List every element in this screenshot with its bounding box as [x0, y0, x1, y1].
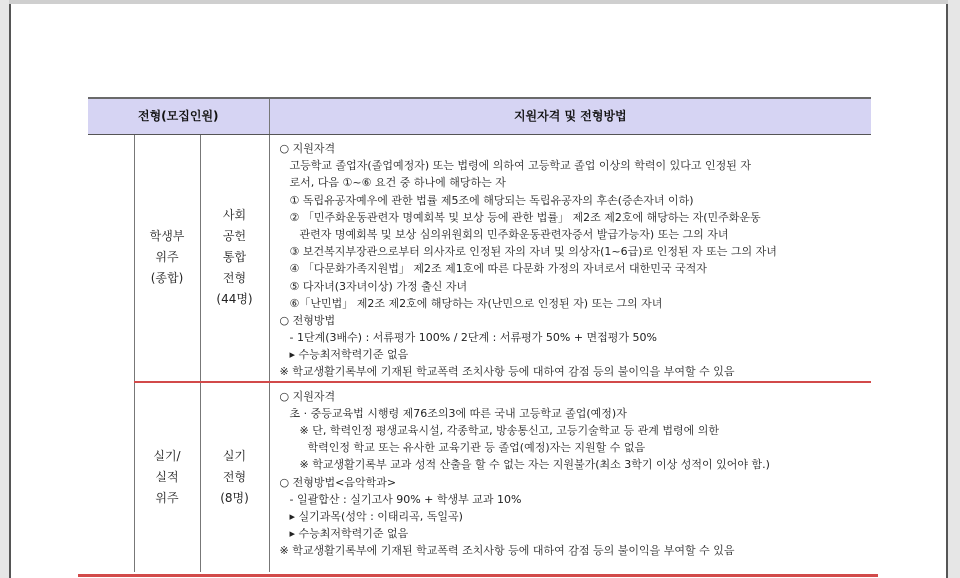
blank-cell: [88, 382, 134, 572]
track-line: 전형: [222, 271, 247, 286]
track-cell: [200, 382, 269, 572]
description-line: 학력인정 학교 또는 유사한 교육기관 등 졸업(예정)자는 지원할 수 없음: [307, 441, 646, 455]
category-line: 위주: [155, 490, 179, 505]
admission-table: [88, 97, 871, 572]
header-eligibility-method: 지원자격 및 전형방법: [269, 98, 871, 135]
track-line: 공헌: [222, 229, 247, 244]
description-line: 로서, 다음 ①~⑥ 요건 중 하나에 해당하는 자: [289, 176, 506, 190]
track-line: 사회: [222, 208, 247, 223]
category-line: (종합): [150, 271, 184, 286]
description-cell: [269, 382, 871, 572]
track-line: 실기: [222, 448, 247, 463]
description-line: 초 · 중등교육법 시행령 제76조의3에 따른 국내 고등학교 졸업(예정)자: [289, 406, 627, 420]
table-header-row: [88, 98, 871, 135]
description-line: ○ 전형방법: [279, 313, 336, 327]
description-line: ▸ 수능최저학력기준 없음: [289, 348, 409, 362]
blank-cell: [88, 135, 134, 382]
header-track-quota: 전형(모집인원): [88, 98, 269, 135]
description-line: - 1단계(3배수) : 서류평가 100% / 2단계 : 서류평가 50% + 면접평가 50%: [289, 331, 657, 345]
description-line: ※ 학교생활기록부 교과 성적 산출을 할 수 없는 자는 지원불가(최소 3학기 이상 성적이 있어야 함.): [299, 458, 770, 472]
description-line: ※ 학교생활기록부에 기재된 학교폭력 조치사항 등에 대하여 감점 등의 불이익을 부여할 수 있음: [279, 365, 735, 379]
description-line: ※ 학교생활기록부에 기재된 학교폭력 조치사항 등에 대하여 감점 등의 불이익을 부여할 수 있음: [279, 544, 735, 558]
track-cell: [200, 135, 269, 382]
track-line: (44명): [216, 292, 253, 307]
description-line: - 일괄합산 : 실기고사 90% + 학생부 교과 10%: [289, 492, 522, 506]
description-line: ○ 지원자격: [279, 389, 336, 403]
category-cell: [134, 382, 200, 572]
description-line: ○ 지원자격: [279, 142, 336, 155]
description-line: 고등학교 졸업자(졸업예정자) 또는 법령에 의하여 고등학교 졸업 이상의 학력이 있다고 인정된 자: [289, 159, 751, 173]
track-line: 통합: [222, 250, 247, 265]
category-line: 위주: [155, 250, 179, 265]
description-line: 관련자 명예회복 및 보상 심의위원회의 민주화운동관련자증서 발급가능자) 또는 그의 자녀: [299, 227, 729, 241]
description-line: ▸ 실기과목(성악 : 이태리곡, 독일곡): [289, 509, 463, 523]
category-line: 실기/: [153, 448, 181, 463]
description-line: ⑥「난민법」 제2조 제2호에 해당하는 자(난민으로 인정된 자) 또는 그의 자녀: [289, 296, 663, 310]
description-line: ② 「민주화운동관련자 명예회복 및 보상 등에 관한 법률」 제2조 제2호에 해당하는 자(민주화운동: [289, 210, 761, 224]
description-line: ※ 단, 학력인정 평생교육시설, 각종학교, 방송통신고, 고등기술학교 등 관계 법령에 의한: [299, 424, 719, 437]
category-line: 실적: [155, 469, 179, 484]
track-line: (8명): [220, 490, 249, 505]
description-line: ④ 「다문화가족지원법」 제2조 제1호에 따른 다문화 가정의 자녀로서 대한민국 국적자: [289, 262, 707, 276]
description-line: ⑤ 다자녀(3자녀이상) 가정 출신 자녀: [289, 279, 468, 293]
table-row: [88, 382, 871, 572]
category-line: 학생부: [149, 229, 185, 244]
section-divider: [78, 574, 878, 577]
description-line: ▸ 수능최저학력기준 없음: [289, 527, 409, 541]
category-cell: [134, 135, 200, 382]
table-row: [88, 135, 871, 382]
description-line: ③ 보건복지부장관으로부터 의사자로 인정된 자의 자녀 및 의상자(1~6급)로 인정된 자 또는 그의 자녀: [289, 245, 777, 259]
description-cell: [269, 135, 871, 382]
description-line: ① 독립유공자예우에 관한 법률 제5조에 해당되는 독립유공자의 후손(증손자녀 이하): [289, 193, 694, 207]
page-top-edge: [9, 0, 948, 4]
track-line: 전형: [222, 469, 247, 484]
description-line: ○ 전형방법<음악학과>: [279, 475, 397, 489]
